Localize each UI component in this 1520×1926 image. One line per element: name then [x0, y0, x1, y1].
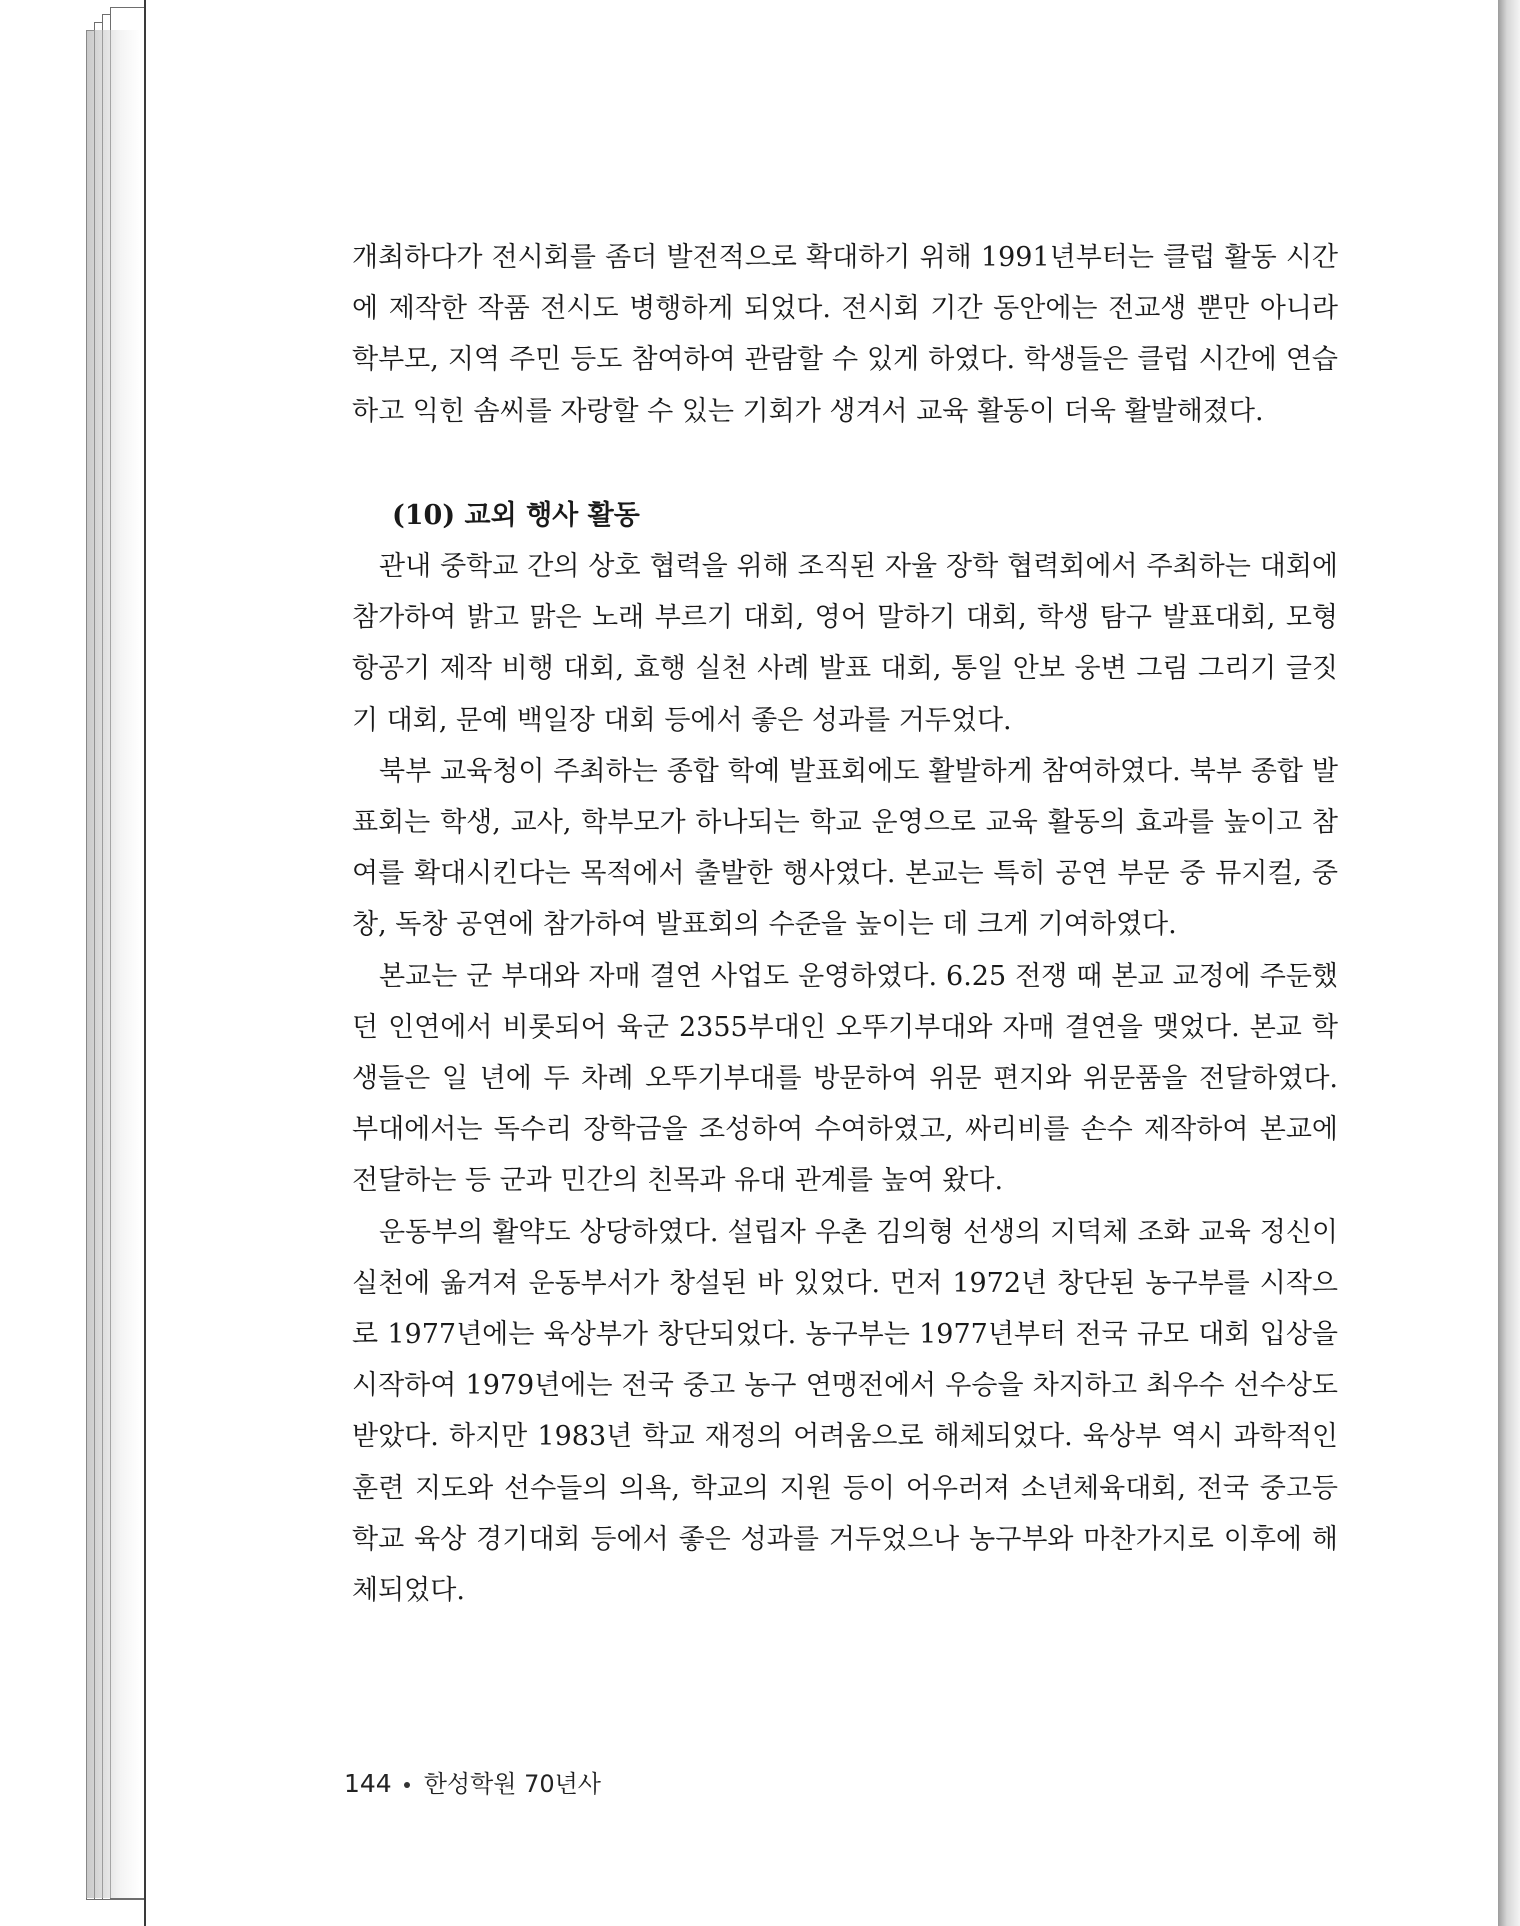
paragraph: 관내 중학교 간의 상호 협력을 위해 조직된 자율 장학 협력회에서 주최하는 대회에 참가하여 밝고 맑은 노래 부르기 대회, 영어 말하기 대회, 학생 탐구 발표대회, 모형 항공기 제작 비행 대회, 효행 실천 사례 발표 대회, 통일 안보 웅변 그림 그리기 글짓기 대회, 문예 백일장 대회 등에서 좋은 성과를 거두었다.: [352, 551, 1338, 736]
body-text: [352, 232, 1338, 1616]
book-title: 한성학원 70년사: [423, 1770, 601, 1798]
paragraph: 본교는 군 부대와 자매 결연 사업도 운영하였다. 6.25 전쟁 때 본교 교정에 주둔했던 인연에서 비롯되어 육군 2355부대인 오뚜기부대와 자매 결연을 맺었다. 본교 학생들은 일 년에 두 차례 오뚜기부대를 방문하여 위문 편지와 위문품을 전달하였다. 부대에서는 독수리 장학금을 조성하여 수여하였고, 싸리비를 손수 제작하여 본교에 전달하는 등 군과 민간의 친목과 유대 관계를 높여 왔다.: [352, 960, 1338, 1197]
paragraph: 북부 교육청이 주최하는 종합 학예 발표회에도 활발하게 참여하였다. 북부 종합 발표회는 학생, 교사, 학부모가 하나되는 학교 운영으로 교육 활동의 효과를 높이고 참여를 확대시킨다는 목적에서 출발한 행사였다. 본교는 특히 공연 부문 중 뮤지컬, 중창, 독창 공연에 참가하여 발표회의 수준을 높이는 데 크게 기여하였다.: [352, 755, 1338, 941]
page-footer: [344, 1764, 601, 1799]
page-edge-shadow: [86, 30, 140, 1898]
intro-paragraph: 개최하다가 전시회를 좀더 발전적으로 확대하기 위해 1991년부터는 클럽 활동 시간에 제작한 작품 전시도 병행하게 되었다. 전시회 기간 동안에는 전교생 뿐만 아니라 학부모, 지역 주민 등도 참여하여 관람할 수 있게 하였다. 학생들은 클럽 시간에 연습하고 익힌 솜씨를 자랑할 수 있는 기회가 생겨서 교육 활동이 더욱 활발해졌다.: [352, 242, 1338, 427]
paragraph: 운동부의 활약도 상당하였다. 설립자 우촌 김의형 선생의 지덕체 조화 교육 정신이 실천에 옮겨져 운동부서가 창설된 바 있었다. 먼저 1972년 창단된 농구부를 시작으로 1977년에는 육상부가 창단되었다. 농구부는 1977년부터 전국 규모 대회 입상을 시작하여 1979년에는 전국 중고 농구 연맹전에서 우승을 차지하고 최우수 선수상도 받았다. 하지만 1983년 학교 재정의 어려움으로 해체되었다. 육상부 역시 과학적인 훈련 지도와 선수들의 의욕, 학교의 지원 등이 어우러져 소년체육대회, 전국 중고등학교 육상 경기대회 등에서 좋은 성과를 거두었으나 농구부와 마찬가지로 이후에 해체되었다.: [352, 1216, 1338, 1607]
page-right-shadow: [1498, 0, 1520, 1926]
section-heading: (10) 교외 행사 활동: [392, 499, 640, 531]
page-number: 144: [344, 1769, 392, 1798]
bullet-separator-icon: [404, 1782, 410, 1788]
